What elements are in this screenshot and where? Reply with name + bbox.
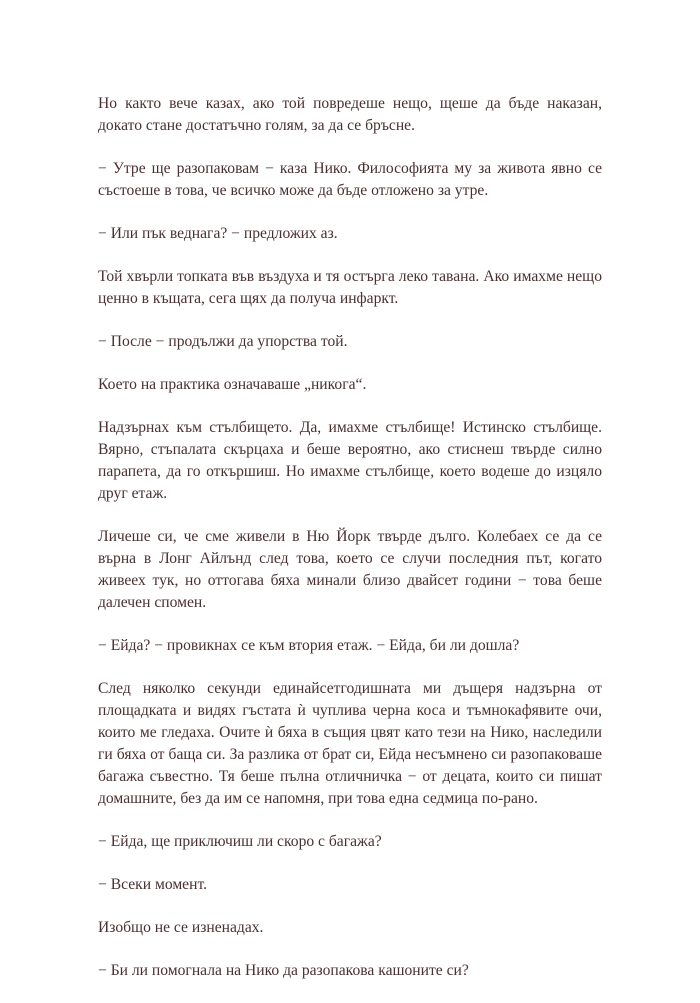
body-text xyxy=(98,93,602,1003)
paragraph: − Ейда? − провикнах се към втория етаж. − Ейда, би ли дошла? xyxy=(98,637,520,654)
paragraph: − Всеки момент. xyxy=(98,876,207,893)
paragraph: Което на практика означаваше „никога“. xyxy=(98,376,367,393)
paragraph: Той хвърли топката във въздуха и тя остърга леко тавана. Ако имахме нещо ценно в къщата, сега щях да получа инфаркт. xyxy=(98,268,602,307)
paragraph: След няколко секунди единайсетгодишната ми дъщеря надзърна от площадката и видях гъстата ѝ чуплива черна коса и тъмнокафявите очи, които ме гледаха. Очите ѝ бяха в същия цвят като тези на Нико, наследили ги бяха от баща си. За разлика от брат си, Ейда несъмнено си разопаковаше багажа съвестно. Тя беше пълна отличничка − от децата, които си пишат домашните, без да им се напомня, при това една седмица по-рано. xyxy=(98,680,602,807)
paragraph: − Утре ще разопаковам − каза Нико. Философията му за живота явно се състоеше в това, че всичко може да бъде отложено за утре. xyxy=(98,160,602,199)
paragraph: Но както вече казах, ако той повредеше нещо, щеше да бъде наказан, докато стане достатъчно голям, за да се бръсне. xyxy=(98,95,602,134)
paragraph: Надзърнах към стълбището. Да, имахме стълбище! Истинско стълбище. Вярно, стъпалата скърцаха и беше вероятно, ако стиснеш твърде силно парапета, да го откършиш. Но имахме стълбище, което водеше до изцяло друг етаж. xyxy=(98,419,602,502)
paragraph: Личеше си, че сме живели в Ню Йорк твърде дълго. Колебаех се да се върна в Лонг Айлънд след това, което се случи последния път, когато живеех тук, но оттогава бяха минали близо двайсет години − това беше далечен спомен. xyxy=(98,528,602,611)
paragraph: − После − продължи да упорства той. xyxy=(98,333,348,350)
paragraph: − Ейда, ще приключиш ли скоро с багажа? xyxy=(98,833,382,850)
paragraph: Изобщо не се изненадах. xyxy=(98,919,264,936)
paragraph: − Или пък веднага? − предложих аз. xyxy=(98,225,338,242)
paragraph: − Би ли помогнала на Нико да разопакова кашоните си? xyxy=(98,962,469,979)
